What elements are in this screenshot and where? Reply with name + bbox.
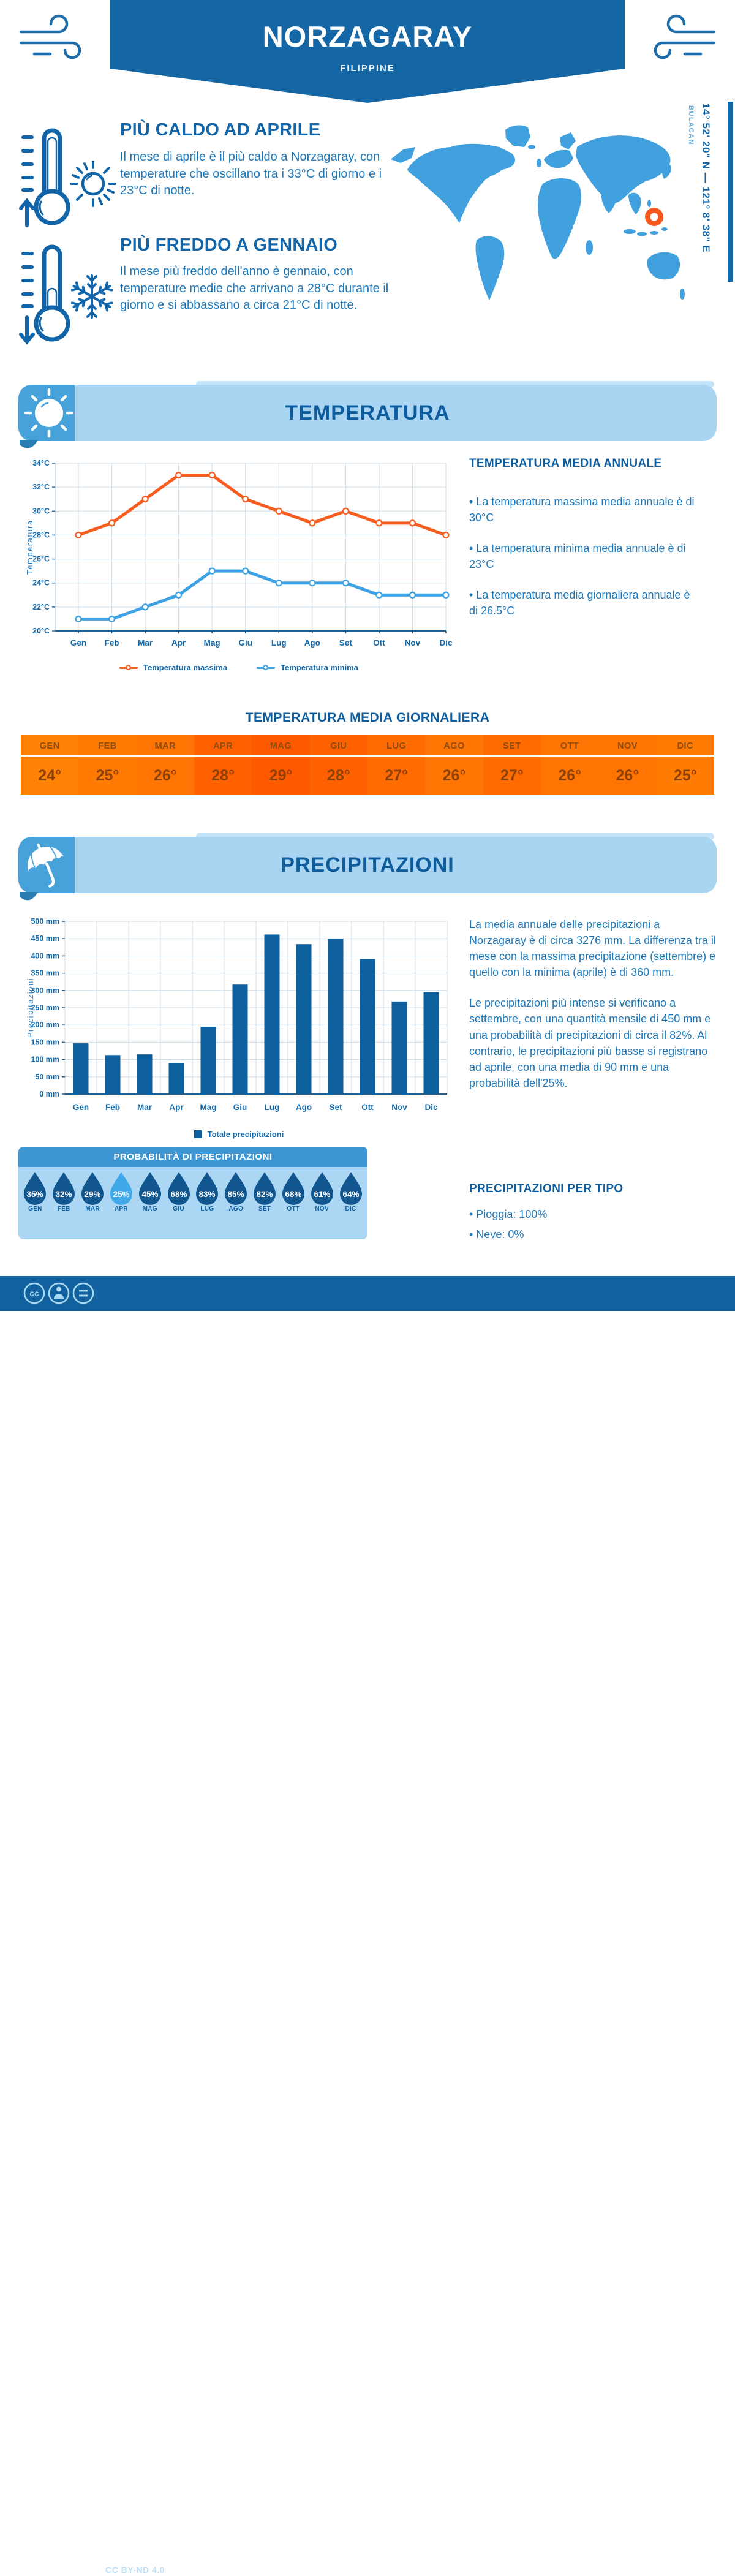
probability-drop <box>21 1171 50 1239</box>
month-header-cell: LUG <box>368 735 425 757</box>
cc-license-icons <box>22 1276 102 1311</box>
drop-month-label: AGO <box>228 1206 244 1212</box>
svg-text:Set: Set <box>329 1103 342 1112</box>
temperature-band <box>18 385 717 441</box>
type-bullet: • Pioggia: 100% <box>469 1208 548 1220</box>
svg-text:Feb: Feb <box>105 1103 121 1112</box>
month-header-cell: OTT <box>541 735 598 757</box>
month-header-cell: NOV <box>598 735 656 757</box>
daily-mean-column <box>252 735 309 795</box>
probability-drop <box>135 1171 164 1239</box>
hot-month-text: Il mese di aprile è il più caldo a Norzagaray, con temperature che oscillano tra i 33°C di giorno e i 23°C di notte. <box>120 150 382 198</box>
month-header-cell: GEN <box>21 735 78 757</box>
band-curl-decoration <box>20 892 40 907</box>
probability-drop <box>164 1171 193 1239</box>
raindrop-icon <box>137 1171 163 1205</box>
daily-mean-column <box>483 735 541 795</box>
mean-temp-cell: 24° <box>38 766 62 784</box>
raindrop-icon <box>194 1171 220 1205</box>
daily-mean-column <box>541 735 598 795</box>
footer-bar <box>0 1276 735 2575</box>
precipitation-paragraphs <box>469 916 717 1106</box>
page-subtitle: FILIPPINE <box>340 63 395 74</box>
svg-text:250 mm: 250 mm <box>31 1003 59 1012</box>
svg-text:22°C: 22°C <box>32 602 50 611</box>
svg-text:Mar: Mar <box>138 638 153 648</box>
drop-percent-label: 61% <box>314 1190 331 1199</box>
raindrop-icon <box>51 1171 77 1205</box>
mean-temp-cell: 27° <box>385 766 409 784</box>
mean-temp-cell: 26° <box>616 766 639 784</box>
summary-bullet: • La temperatura minima media annuale è di 23°C <box>469 542 686 571</box>
mean-temp-cell: 26° <box>153 766 177 784</box>
summary-bullet: • La temperatura media giornaliera annuale è di 26.5°C <box>469 589 690 618</box>
svg-text:200 mm: 200 mm <box>31 1021 59 1030</box>
svg-text:cc: cc <box>29 1288 39 1298</box>
drop-percent-label: 25% <box>113 1190 130 1199</box>
mean-temp-cell: 28° <box>211 766 235 784</box>
svg-text:Precipitazioni: Precipitazioni <box>26 977 35 1038</box>
svg-text:Temperatura: Temperatura <box>25 519 34 575</box>
probability-drop <box>222 1171 251 1239</box>
probability-drop <box>78 1171 107 1239</box>
svg-text:150 mm: 150 mm <box>31 1038 59 1047</box>
svg-text:Mag: Mag <box>200 1103 217 1112</box>
temperature-chart-legend <box>24 663 453 672</box>
drop-month-label: NOV <box>315 1206 329 1212</box>
svg-text:32°C: 32°C <box>32 483 50 492</box>
month-header-cell: FEB <box>78 735 136 757</box>
raindrop-icon <box>223 1171 249 1205</box>
svg-text:100 mm: 100 mm <box>31 1055 59 1064</box>
svg-text:0 mm: 0 mm <box>39 1090 59 1098</box>
svg-text:350 mm: 350 mm <box>31 969 59 978</box>
drop-percent-label: 85% <box>227 1190 244 1199</box>
temperature-summary-bullets <box>469 494 697 634</box>
drop-percent-label: 64% <box>342 1190 360 1199</box>
svg-text:Gen: Gen <box>70 638 87 648</box>
svg-text:Giu: Giu <box>238 638 252 648</box>
region-label: BULACAN <box>687 105 695 145</box>
summary-bullet: • La temperatura massima media annuale è di 30°C <box>469 496 695 524</box>
raindrop-icon <box>108 1171 134 1205</box>
svg-text:28°C: 28°C <box>32 531 50 540</box>
thermometer-up-icon <box>18 121 75 230</box>
svg-text:30°C: 30°C <box>32 507 50 516</box>
drop-month-label: OTT <box>287 1206 300 1212</box>
drop-month-label: DIC <box>345 1206 356 1212</box>
raindrop-icon <box>80 1171 105 1205</box>
hot-month-title: PIÙ CALDO AD APRILE <box>120 120 321 140</box>
svg-text:20°C: 20°C <box>32 627 50 635</box>
drop-percent-label: 82% <box>256 1190 273 1199</box>
svg-text:500 mm: 500 mm <box>31 917 59 926</box>
svg-text:Ago: Ago <box>304 638 320 648</box>
month-header-cell: MAG <box>252 735 309 757</box>
probability-drop <box>50 1171 78 1239</box>
probability-drop <box>107 1171 135 1239</box>
month-header-cell: GIU <box>310 735 368 757</box>
coordinates-label: 14° 52' 20" N — 121° 8' 38" E <box>700 103 712 253</box>
drop-month-label: MAR <box>85 1206 100 1212</box>
svg-text:450 mm: 450 mm <box>31 934 59 943</box>
min-line-marker <box>257 665 275 671</box>
svg-text:Gen: Gen <box>72 1103 89 1112</box>
mean-temp-cell: 25° <box>673 766 697 784</box>
daily-mean-column <box>368 735 425 795</box>
probability-drop <box>193 1171 222 1239</box>
raindrop-icon <box>281 1171 306 1205</box>
raindrop-icon <box>252 1171 277 1205</box>
daily-mean-column <box>598 735 656 795</box>
page-title: NORZAGARAY <box>262 20 473 53</box>
svg-text:Nov: Nov <box>391 1103 407 1112</box>
drop-month-label: APR <box>114 1206 128 1212</box>
svg-text:50 mm: 50 mm <box>35 1072 59 1081</box>
svg-text:Apr: Apr <box>169 1103 184 1112</box>
svg-text:Nov: Nov <box>404 638 421 648</box>
month-header-cell: SET <box>483 735 541 757</box>
svg-text:Dic: Dic <box>439 638 453 648</box>
bar-legend-swatch <box>194 1130 202 1138</box>
drop-percent-label: 32% <box>55 1190 72 1199</box>
mean-temp-cell: 29° <box>269 766 293 784</box>
probability-drops <box>18 1167 368 1239</box>
svg-text:400 mm: 400 mm <box>31 951 59 961</box>
svg-text:Mar: Mar <box>137 1103 153 1112</box>
mean-temp-cell: 28° <box>326 766 350 784</box>
precipitation-band-title: PRECIPITAZIONI <box>281 853 454 877</box>
precipitation-band <box>18 837 717 893</box>
band-curl-decoration <box>20 440 40 455</box>
month-header-cell: MAR <box>137 735 194 757</box>
precipitation-type-bullets <box>469 1204 717 1245</box>
daily-mean-column <box>21 735 78 795</box>
precipitation-paragraph: La media annuale delle precipitazioni a Norzagaray è di circa 3276 mm. La differenza tra il mese con la massima precipitazione (settembre) e quello con la minima (aprile) è di 360 mm. <box>469 918 716 979</box>
svg-text:Giu: Giu <box>233 1103 247 1112</box>
temperature-band-title: TEMPERATURA <box>285 401 450 425</box>
license-label: CC BY-ND 4.0 <box>105 2565 165 2575</box>
drop-percent-label: 45% <box>141 1190 159 1199</box>
drop-percent-label: 68% <box>170 1190 187 1199</box>
brand-label: METEOATLAS.IT <box>606 2561 713 2575</box>
svg-text:Feb: Feb <box>104 638 119 648</box>
svg-text:Ott: Ott <box>361 1103 374 1112</box>
drop-month-label: SET <box>258 1206 271 1212</box>
sun-icon <box>69 159 118 208</box>
header-banner <box>0 0 735 107</box>
legend-item-min: Temperatura minima <box>257 663 358 672</box>
mean-temp-cell: 27° <box>500 766 524 784</box>
drop-percent-label: 35% <box>26 1190 43 1199</box>
edge-bar-decoration <box>728 102 733 282</box>
raindrop-icon <box>22 1171 48 1205</box>
probability-title: PROBABILITÀ DI PRECIPITAZIONI <box>18 1147 368 1167</box>
precipitation-chart-legend <box>24 1130 453 1139</box>
daily-mean-column <box>310 735 368 795</box>
mean-temp-cell: 26° <box>558 766 582 784</box>
daily-mean-table <box>21 735 714 795</box>
mean-temp-cell: 25° <box>96 766 119 784</box>
raindrop-icon <box>338 1171 364 1205</box>
precipitation-paragraph: Le precipitazioni più intense si verificano a settembre, con una quantità mensile di 450 mm e una probabilità di precipitazioni di circa il 82%. Al contrario, le precipitazioni più basse si registrano ad aprile, con una media di 90 mm e una probabilità dell'25%. <box>469 997 711 1089</box>
svg-text:Ott: Ott <box>373 638 385 648</box>
svg-text:300 mm: 300 mm <box>31 986 59 995</box>
precipitation-type-title: PRECIPITAZIONI PER TIPO <box>469 1182 624 1195</box>
daily-mean-title: TEMPERATURA MEDIA GIORNALIERA <box>245 711 490 725</box>
cold-month-title: PIÙ FREDDO A GENNAIO <box>120 235 338 255</box>
svg-text:Lug: Lug <box>264 1103 280 1112</box>
legend-item-total: Totale precipitazioni <box>194 1130 284 1139</box>
svg-text:Lug: Lug <box>271 638 287 648</box>
legend-item-max: Temperatura massima <box>119 663 227 672</box>
temperature-line-chart <box>24 455 453 658</box>
drop-month-label: FEB <box>57 1206 70 1212</box>
svg-text:Set: Set <box>339 638 352 648</box>
world-map <box>386 111 686 314</box>
daily-mean-column <box>425 735 483 795</box>
svg-text:34°C: 34°C <box>32 459 50 467</box>
probability-drop <box>279 1171 307 1239</box>
svg-text:Ago: Ago <box>295 1103 312 1112</box>
raindrop-icon <box>309 1171 335 1205</box>
month-header-cell: AGO <box>425 735 483 757</box>
daily-mean-column <box>137 735 194 795</box>
svg-text:Mag: Mag <box>203 638 221 648</box>
daily-mean-column <box>657 735 714 795</box>
daily-mean-column <box>194 735 252 795</box>
precipitation-bar-chart <box>24 913 453 1124</box>
probability-drop <box>251 1171 279 1239</box>
temperature-summary-title: TEMPERATURA MEDIA ANNUALE <box>469 457 662 470</box>
svg-text:24°C: 24°C <box>32 578 50 587</box>
drop-month-label: LUG <box>200 1206 214 1212</box>
probability-drop <box>336 1171 365 1239</box>
month-header-cell: APR <box>194 735 252 757</box>
svg-text:Dic: Dic <box>424 1103 438 1112</box>
month-header-cell: DIC <box>657 735 714 757</box>
raindrop-icon <box>166 1171 192 1205</box>
max-line-marker <box>119 665 138 671</box>
drop-month-label: GEN <box>28 1206 42 1212</box>
svg-text:Apr: Apr <box>172 638 186 648</box>
type-bullet: • Neve: 0% <box>469 1228 524 1241</box>
mean-temp-cell: 26° <box>442 766 466 784</box>
svg-text:26°C: 26°C <box>32 554 50 564</box>
probability-drop <box>307 1171 336 1239</box>
daily-mean-column <box>78 735 136 795</box>
cold-month-text: Il mese più freddo dell'anno è gennaio, con temperature medie che arrivano a 28°C durante il giorno e si abbassano a circa 21°C di notte. <box>120 265 389 312</box>
drop-percent-label: 83% <box>198 1190 216 1199</box>
drop-percent-label: 29% <box>84 1190 101 1199</box>
drop-month-label: GIU <box>173 1206 184 1212</box>
drop-percent-label: 68% <box>285 1190 302 1199</box>
snowflake-icon <box>65 270 119 323</box>
drop-month-label: MAG <box>142 1206 157 1212</box>
location-marker <box>645 208 663 226</box>
